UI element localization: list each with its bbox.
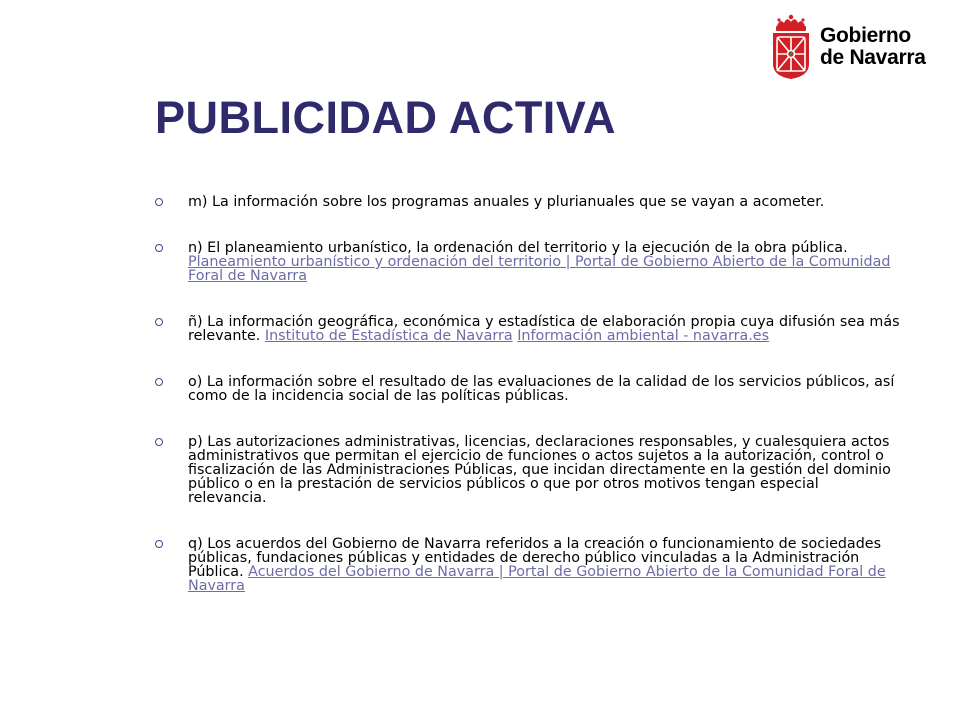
item-text: o) La información sobre el resultado de las evaluaciones de la calidad de los servicios públicos, así como de la incidencia social de las políticas públicas. <box>188 374 895 404</box>
list-item-p <box>150 435 900 505</box>
logo-line-2: de Navarra <box>820 46 926 69</box>
list-item-n <box>150 241 900 283</box>
page-title: PUBLICIDAD ACTIVA <box>155 92 616 143</box>
list-item-q <box>150 537 900 593</box>
item-text: m) La información sobre los programas anuales y plurianuales que se vayan a acometer. <box>188 194 825 210</box>
bullet-circle-icon <box>155 540 163 548</box>
logo-wordmark <box>820 25 926 69</box>
item-text: p) Las autorizaciones administrativas, licencias, declaraciones responsables, y cualesquiera actos administrativos que permitan el ejercicio de funciones o actos sujetos a la autorización, control o fiscalización de las Administraciones Públicas, que incidan directamente en la gestión del dominio público o en la prestación de servicios públicos o que por otros motivos tengan especial relevancia. <box>188 434 891 506</box>
link-acuerdos-gobierno[interactable]: Acuerdos del Gobierno de Navarra | Portal de Gobierno Abierto de la Comunidad Foral de Navarra <box>188 564 886 594</box>
link-planeamiento-urbanistico[interactable]: Planeamiento urbanístico y ordenación del territorio | Portal de Gobierno Abierto de la Comunidad Foral de Navarra <box>188 254 891 284</box>
bullet-list <box>150 195 900 625</box>
bullet-circle-icon <box>155 438 163 446</box>
list-item-enye <box>150 315 900 343</box>
navarra-coat-of-arms-icon <box>770 14 812 80</box>
list-item-m <box>150 195 900 209</box>
link-instituto-estadistica[interactable]: Instituto de Estadística de Navarra <box>264 328 513 344</box>
link-informacion-ambiental[interactable]: Información ambiental - navarra.es <box>517 328 770 344</box>
item-text: n) El planeamiento urbanístico, la ordenación del territorio y la ejecución de la obra pública. <box>188 240 848 256</box>
item-text: ñ) La información geográfica, económica y estadística de elaboración propia cuya difusión sea más relevante. <box>188 314 900 344</box>
item-text: q) Los acuerdos del Gobierno de Navarra referidos a la creación o funcionamiento de sociedades públicas, fundaciones públicas y entidades de derecho público vinculadas a la Administración Pública. <box>188 536 882 580</box>
bullet-circle-icon <box>155 244 163 252</box>
logo-line-1: Gobierno <box>820 24 911 47</box>
gobierno-navarra-logo <box>770 12 945 82</box>
bullet-circle-icon <box>155 318 163 326</box>
list-item-o <box>150 375 900 403</box>
bullet-circle-icon <box>155 378 163 386</box>
bullet-circle-icon <box>155 198 163 206</box>
